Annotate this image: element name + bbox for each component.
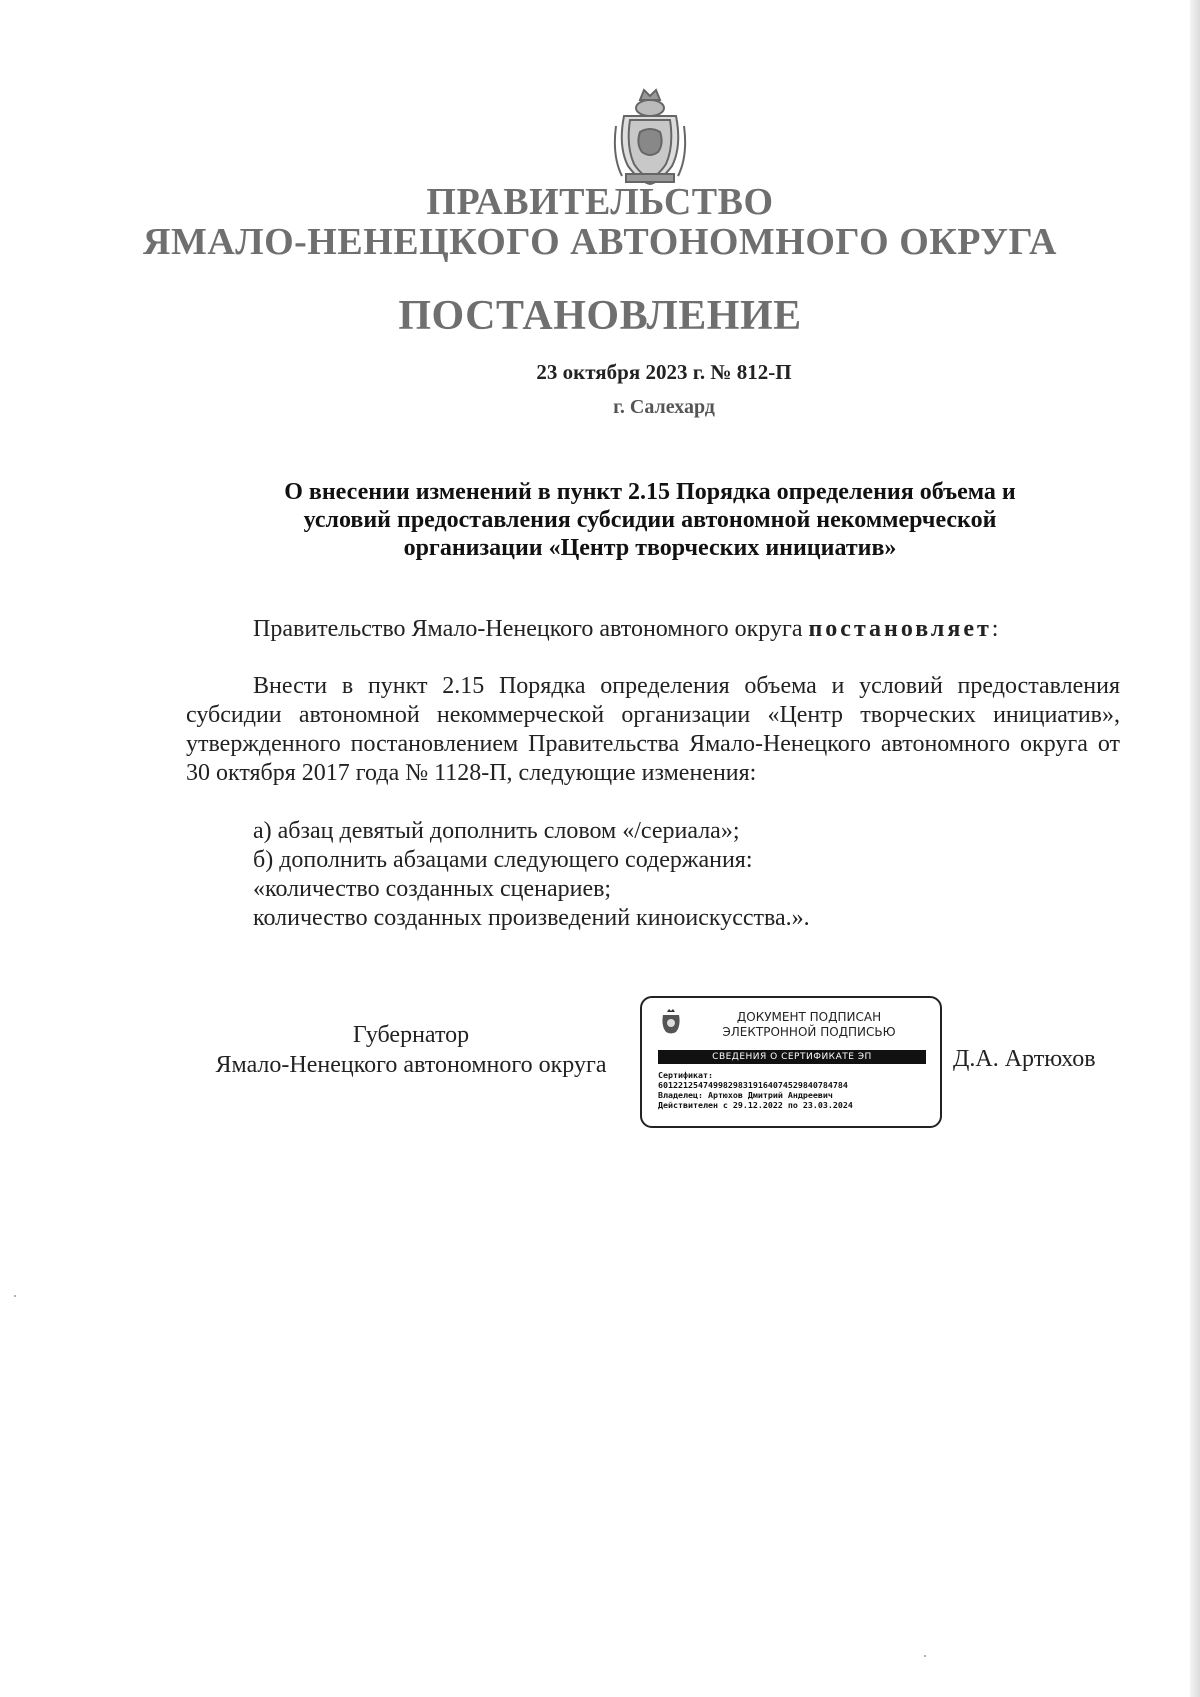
list-item: б) дополнить абзацами следующего содержания: (253, 847, 753, 873)
resolution-verb: постановляет (808, 616, 992, 642)
body-paragraph (186, 672, 1120, 788)
government-title: ПРАВИТЕЛЬСТВО (426, 181, 774, 223)
scan-speck (924, 1655, 926, 1657)
subject-line: условий предоставления субсидии автономной некоммерческой (303, 507, 997, 533)
list-item: «количество созданных сценариев; (253, 876, 612, 902)
subject-line: О внесении изменений в пункт 2.15 Порядка определения объема и (284, 479, 1016, 505)
emblem-icon (660, 1008, 682, 1036)
subject-line: организации «Центр творческих инициатив» (403, 535, 897, 561)
amendment-list (253, 817, 810, 933)
stamp-title-line: ДОКУМЕНТ ПОДПИСАН (736, 1010, 882, 1024)
resolution-colon: : (991, 616, 999, 642)
amendment-paragraph: Внести в пункт 2.15 Порядка определения объема и условий предоставления субсидии автономной некоммерческой организации «Центр творческих инициатив», утвержденного постановлением Правительства Ямало-Ненецкого автономного округа от 30 октября 2017 года № 1128-П, следующие изменения: (186, 673, 1120, 786)
resolution-intro: Правительство Ямало-Ненецкого автономного округа (253, 616, 809, 642)
stamp-title-line: ЭЛЕКТРОННОЙ ПОДПИСЬЮ (722, 1025, 896, 1039)
resolution-clause (253, 616, 998, 643)
date-and-number: 23 октября 2023 г. № 812-П (536, 360, 792, 384)
signer-title: Губернатор (352, 1022, 470, 1048)
certificate-details (658, 1070, 938, 1110)
electronic-signature-stamp (640, 996, 942, 1128)
certificate-number: 601221254749982983191640745298407847​84 (658, 1080, 848, 1090)
certificate-validity: Действителен с 29.12.2022 по 23.03.2024 (658, 1100, 853, 1110)
signer-region: Ямало-Ненецкого автономного округа (215, 1052, 607, 1078)
list-item: а) абзац девятый дополнить словом «/сериала»; (253, 818, 740, 844)
document-type-title: ПОСТАНОВЛЕНИЕ (398, 293, 802, 339)
certificate-info-bar: СВЕДЕНИЯ О СЕРТИФИКАТЕ ЭП (658, 1050, 926, 1064)
coat-of-arms-icon (610, 86, 690, 186)
scan-speck (14, 1295, 16, 1297)
region-title: ЯМАЛО-НЕНЕЦКОГО АВТОНОМНОГО ОКРУГА (143, 221, 1057, 263)
signer-position (186, 1020, 636, 1080)
certificate-label: Сертификат: (658, 1070, 713, 1080)
certificate-owner: Владелец: Артюхов Дмитрий Андреевич (658, 1090, 833, 1100)
document-subject (200, 478, 1100, 562)
list-item: количество созданных произведений киноискусства.». (253, 905, 810, 931)
stamp-title (694, 1010, 924, 1040)
signer-name: Д.А. Артюхов (953, 1046, 1096, 1072)
city: г. Салехард (613, 396, 715, 418)
